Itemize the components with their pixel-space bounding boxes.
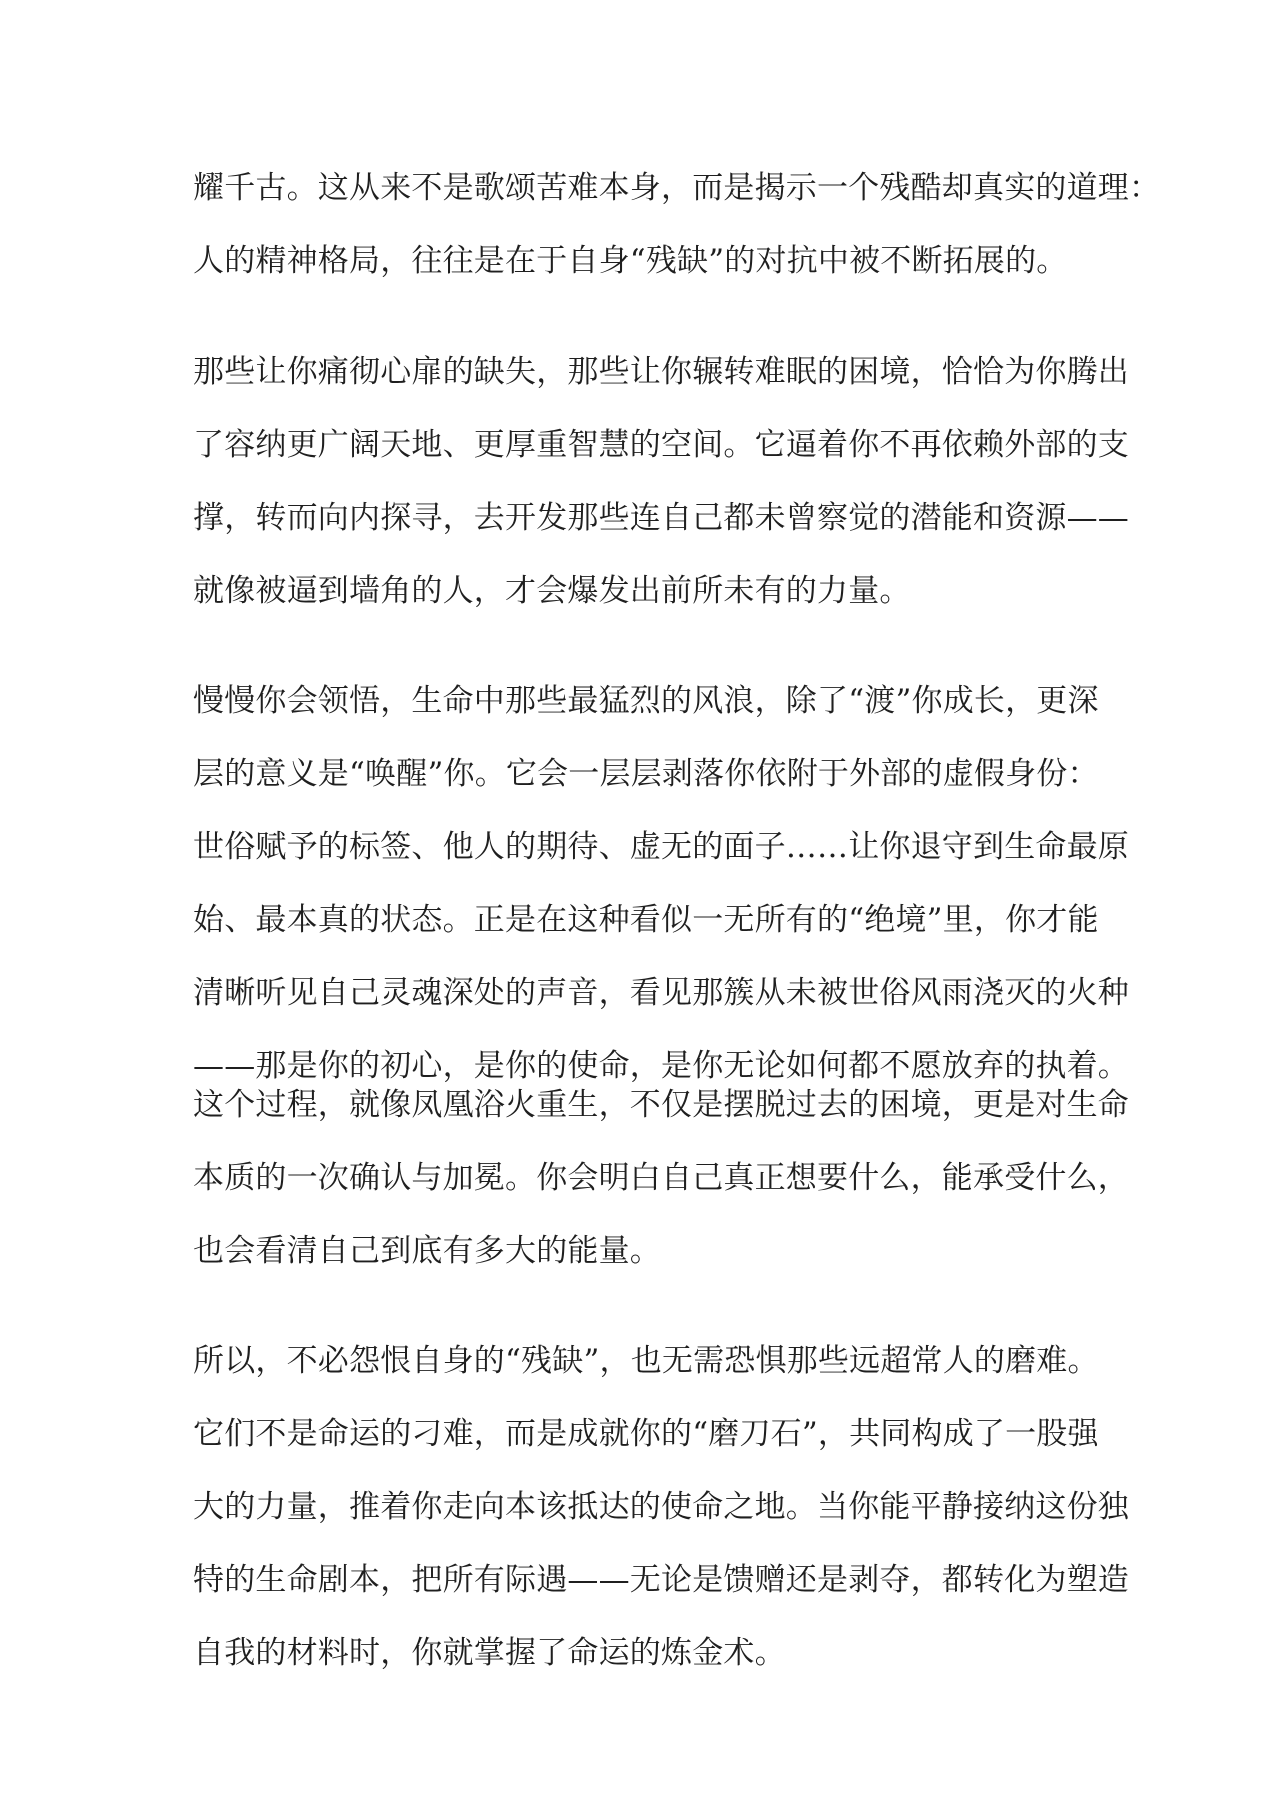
paragraph-5 — [193, 1325, 1129, 1690]
paragraph-3 — [193, 665, 1129, 1103]
paragraph-line: 也会看清自己到底有多大的能量。 — [193, 1233, 661, 1269]
paragraph-line: 清晰听见自己灵魂深处的声音，看见那簇从未被世俗风雨浇灭的火种 — [193, 975, 1129, 1011]
paragraph-line: 它们不是命运的刁难，而是成就你的“磨刀石”，共同构成了一股强 — [193, 1416, 1099, 1452]
paragraph-line: 撑，转而向内探寻，去开发那些连自己都未曾察觉的潜能和资源—— — [193, 500, 1129, 536]
paragraph-line: 耀千古。这从来不是歌颂苦难本身，而是揭示一个残酷却真实的道理： — [193, 170, 1161, 206]
paragraph-line: 始、最本真的状态。正是在这种看似一无所有的“绝境”里，你才能 — [193, 902, 1099, 938]
paragraph-line: 这个过程，就像凤凰浴火重生，不仅是摆脱过去的困境，更是对生命 — [193, 1087, 1129, 1123]
paragraph-line: 自我的材料时，你就掌握了命运的炼金术。 — [193, 1635, 786, 1671]
paragraph-1 — [193, 152, 1161, 298]
paragraph-line: ——那是你的初心，是你的使命，是你无论如何都不愿放弃的执着。 — [193, 1048, 1129, 1084]
paragraph-line: 就像被逼到墙角的人，才会爆发出前所未有的力量。 — [193, 573, 911, 609]
paragraph-line: 世俗赋予的标签、他人的期待、虚无的面子……让你退守到生命最原 — [193, 829, 1129, 865]
paragraph-4 — [193, 1069, 1129, 1288]
paragraph-line: 那些让你痛彻心扉的缺失，那些让你辗转难眠的困境，恰恰为你腾出 — [193, 354, 1129, 390]
paragraph-line: 了容纳更广阔天地、更厚重智慧的空间。它逼着你不再依赖外部的支 — [193, 427, 1129, 463]
paragraph-line: 所以，不必怨恨自身的“残缺”，也无需恐惧那些远超常人的磨难。 — [193, 1343, 1099, 1379]
paragraph-line: 慢慢你会领悟，生命中那些最猛烈的风浪，除了“渡”你成长，更深 — [193, 683, 1099, 719]
paragraph-2 — [193, 336, 1129, 628]
paragraph-line: 层的意义是“唤醒”你。它会一层层剥落你依附于外部的虚假身份： — [193, 756, 1099, 792]
paragraph-line: 特的生命剧本，把所有际遇——无论是馈赠还是剥夺，都转化为塑造 — [193, 1562, 1129, 1598]
paragraph-line: 人的精神格局，往往是在于自身“残缺”的对抗中被不断拓展的。 — [193, 243, 1068, 279]
paragraph-line: 大的力量，推着你走向本该抵达的使命之地。当你能平静接纳这份独 — [193, 1489, 1129, 1525]
paragraph-line: 本质的一次确认与加冕。你会明白自己真正想要什么，能承受什么， — [193, 1160, 1129, 1196]
